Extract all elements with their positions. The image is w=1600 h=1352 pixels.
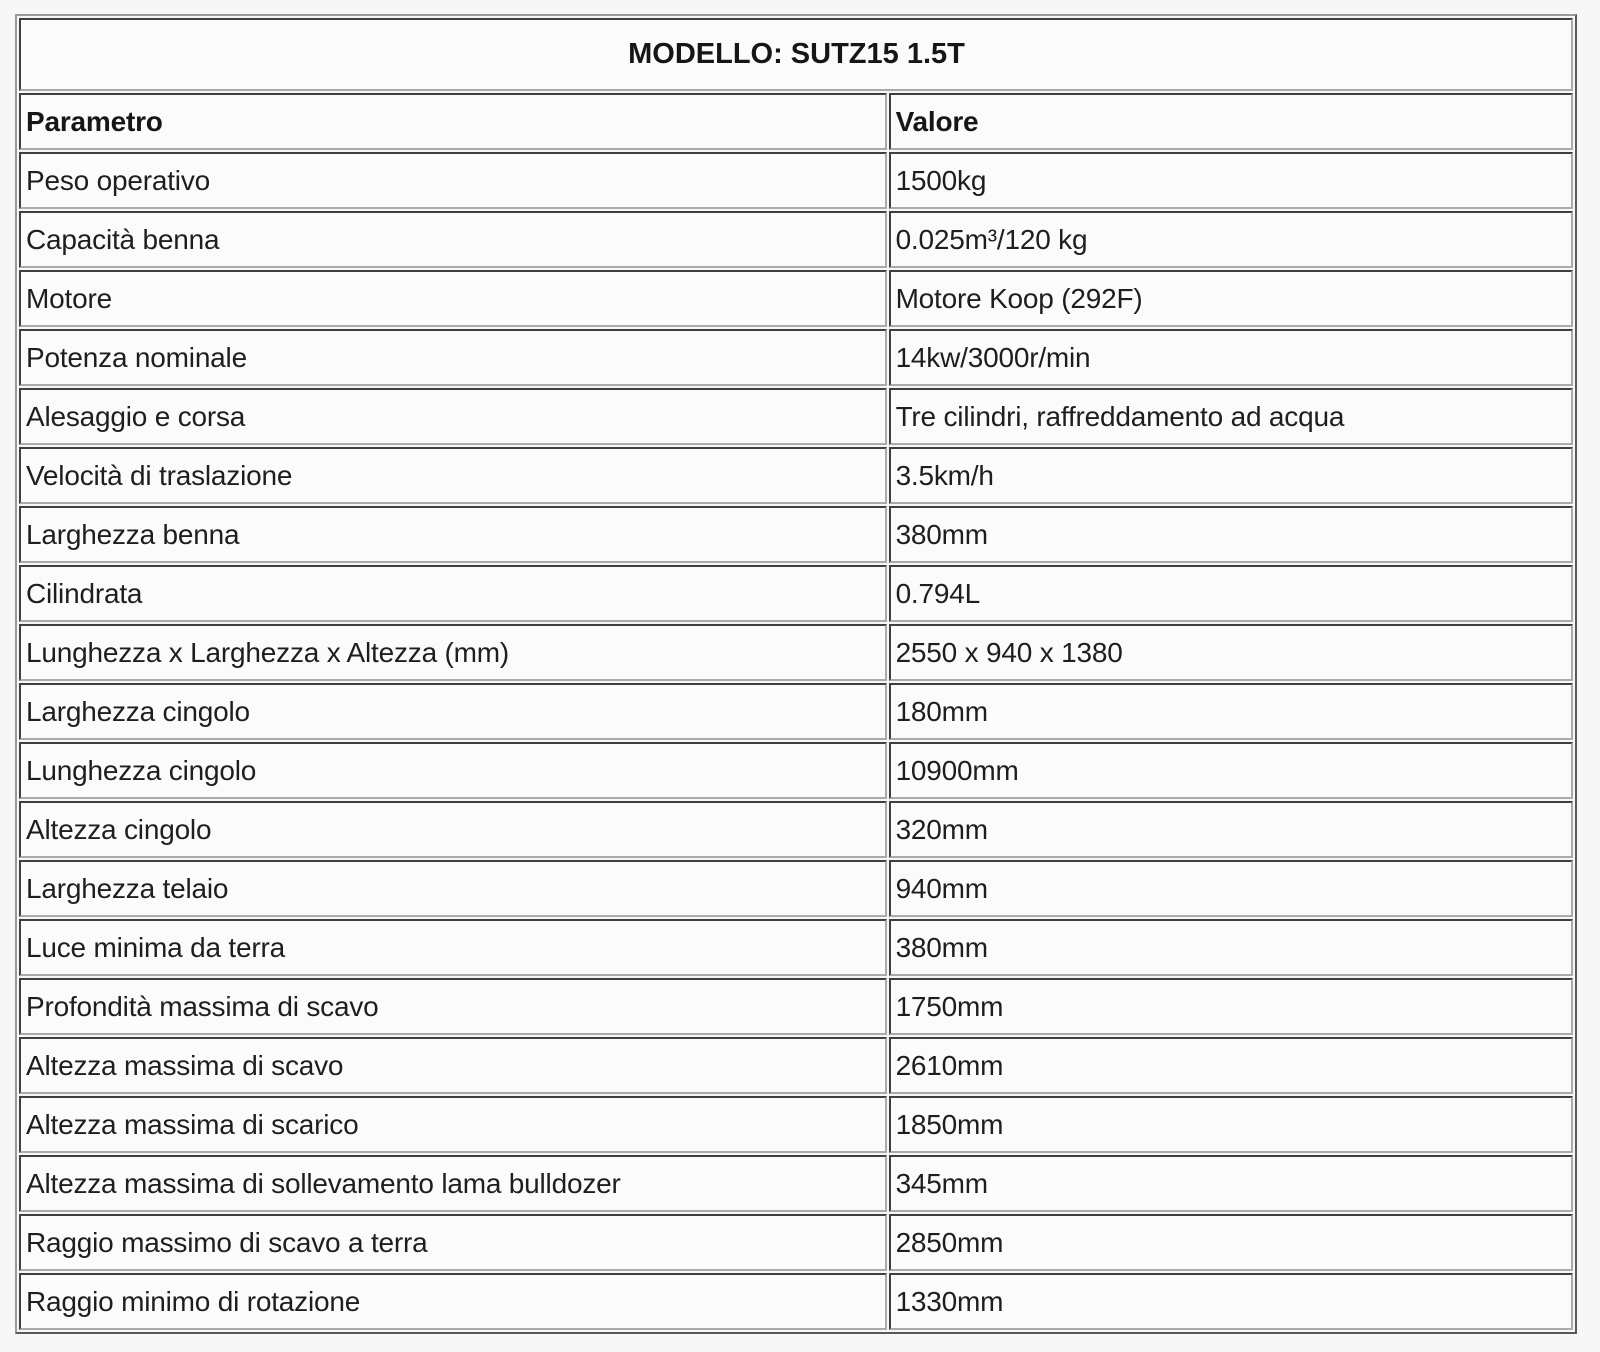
param-cell: Altezza massima di scavo (19, 1037, 887, 1094)
table-row (19, 1273, 1573, 1330)
value-cell: Tre cilindri, raffreddamento ad acqua (889, 388, 1573, 445)
table-row (19, 270, 1573, 327)
value-cell: 940mm (889, 860, 1573, 917)
value-cell: 1500kg (889, 152, 1573, 209)
param-cell: Alesaggio e corsa (19, 388, 887, 445)
value-cell: 2850mm (889, 1214, 1573, 1271)
value-cell: 1330mm (889, 1273, 1573, 1330)
param-cell: Raggio massimo di scavo a terra (19, 1214, 887, 1271)
param-cell: Larghezza cingolo (19, 683, 887, 740)
value-cell: 320mm (889, 801, 1573, 858)
value-cell: 380mm (889, 506, 1573, 563)
value-cell: 2550 x 940 x 1380 (889, 624, 1573, 681)
param-cell: Profondità massima di scavo (19, 978, 887, 1035)
param-cell: Altezza massima di sollevamento lama bulldozer (19, 1155, 887, 1212)
column-header-valore: Valore (889, 93, 1573, 150)
param-cell: Cilindrata (19, 565, 887, 622)
param-cell: Altezza massima di scarico (19, 1096, 887, 1153)
value-cell: Motore Koop (292F) (889, 270, 1573, 327)
value-cell: 3.5km/h (889, 447, 1573, 504)
value-cell: 1750mm (889, 978, 1573, 1035)
table-row (19, 565, 1573, 622)
header-row (19, 93, 1573, 150)
table-row (19, 683, 1573, 740)
table-row (19, 1096, 1573, 1153)
param-cell: Peso operativo (19, 152, 887, 209)
table-row (19, 447, 1573, 504)
param-cell: Velocità di traslazione (19, 447, 887, 504)
table-row (19, 1155, 1573, 1212)
table-row (19, 211, 1573, 268)
param-cell: Luce minima da terra (19, 919, 887, 976)
table-row (19, 919, 1573, 976)
value-cell: 2610mm (889, 1037, 1573, 1094)
value-cell: 380mm (889, 919, 1573, 976)
table-row (19, 152, 1573, 209)
value-cell: 345mm (889, 1155, 1573, 1212)
table-row (19, 978, 1573, 1035)
param-cell: Potenza nominale (19, 329, 887, 386)
value-cell: 10900mm (889, 742, 1573, 799)
param-cell: Larghezza telaio (19, 860, 887, 917)
spec-table (15, 14, 1577, 1334)
table-row (19, 1037, 1573, 1094)
value-cell: 1850mm (889, 1096, 1573, 1153)
param-cell: Raggio minimo di rotazione (19, 1273, 887, 1330)
table-row (19, 860, 1573, 917)
table-row (19, 801, 1573, 858)
param-cell: Altezza cingolo (19, 801, 887, 858)
param-cell: Capacità benna (19, 211, 887, 268)
value-cell: 180mm (889, 683, 1573, 740)
param-cell: Larghezza benna (19, 506, 887, 563)
param-cell: Lunghezza cingolo (19, 742, 887, 799)
param-cell: Lunghezza x Larghezza x Altezza (mm) (19, 624, 887, 681)
param-cell: Motore (19, 270, 887, 327)
table-row (19, 388, 1573, 445)
table-row (19, 742, 1573, 799)
table-row (19, 329, 1573, 386)
value-cell: 0.025m³/120 kg (889, 211, 1573, 268)
table-row (19, 506, 1573, 563)
title-row (19, 18, 1573, 91)
value-cell: 0.794L (889, 565, 1573, 622)
table-title: MODELLO: SUTZ15 1.5T (19, 18, 1573, 91)
table-row (19, 1214, 1573, 1271)
table-row (19, 624, 1573, 681)
value-cell: 14kw/3000r/min (889, 329, 1573, 386)
column-header-parametro: Parametro (19, 93, 887, 150)
